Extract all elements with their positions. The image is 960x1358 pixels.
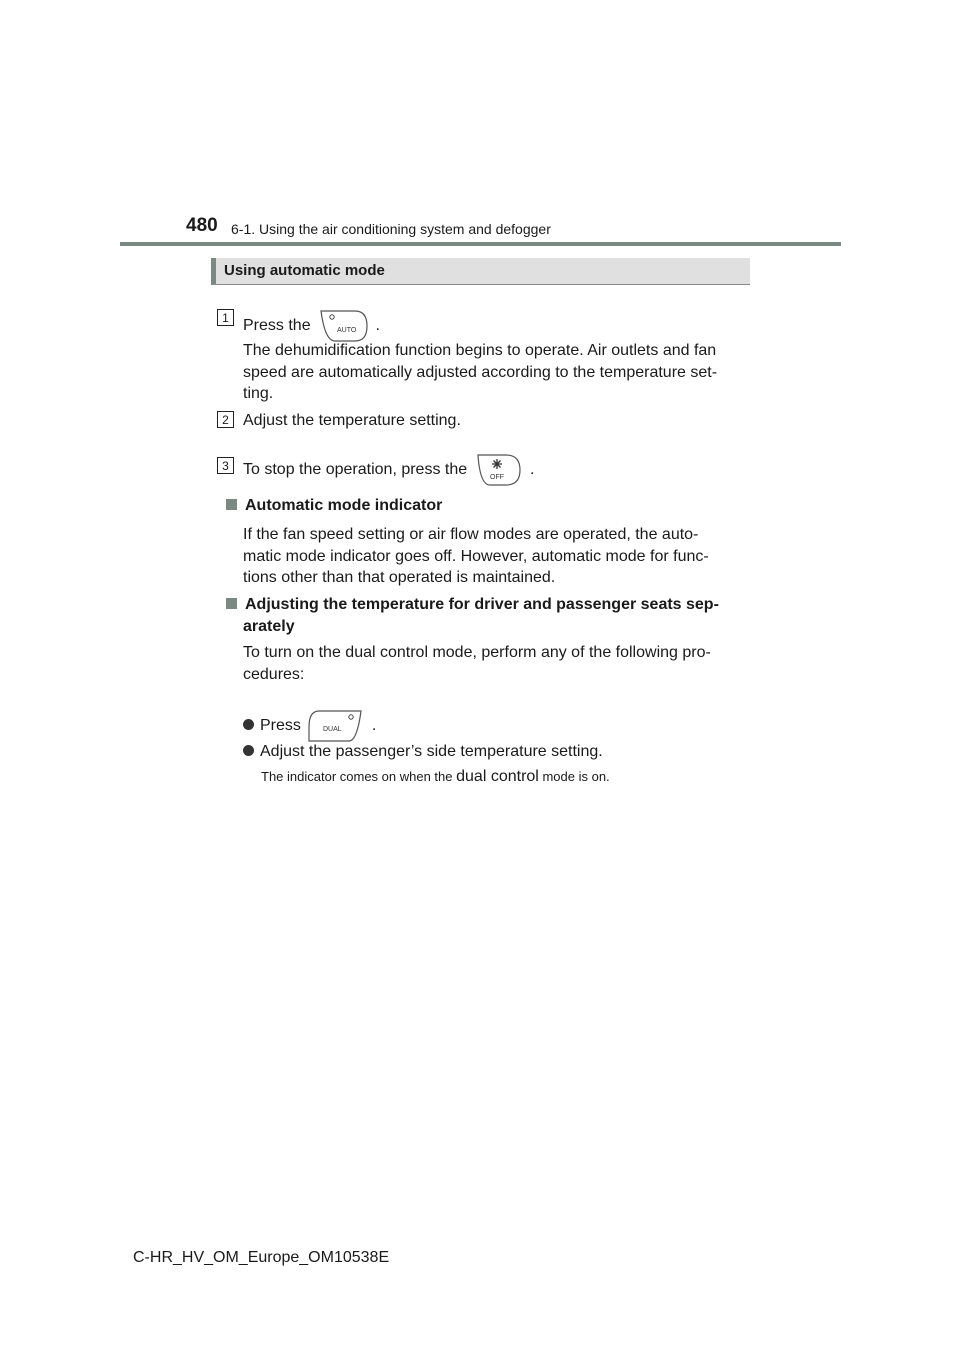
footer-doc-id: C-HR_HV_OM_Europe_OM10538E <box>133 1249 390 1266</box>
dual-intro-line-2: cedures: <box>243 665 305 683</box>
svg-text:DUAL: DUAL <box>323 726 343 733</box>
note-emphasis: dual control <box>456 768 539 785</box>
step-3-text <box>243 451 535 489</box>
note-prefix: The indicator comes on when the <box>261 769 453 784</box>
step-1-detail-line-3: ting. <box>243 385 274 402</box>
step-1-prefix: Press the <box>243 317 311 335</box>
square-bullet-icon <box>226 598 237 609</box>
chapter-title: 6-1. Using the air conditioning system and defogger <box>231 221 551 237</box>
step-3-suffix: . <box>530 461 535 479</box>
auto-indicator-line-1: If the fan speed setting or air flow modes are operated, the auto- <box>243 526 699 543</box>
dual-intro <box>243 642 745 685</box>
page-number: 480 <box>186 215 218 236</box>
auto-button-icon <box>315 308 371 344</box>
svg-text:AUTO: AUTO <box>337 327 357 334</box>
bullet-dot-icon <box>243 719 254 730</box>
section-title: Using automatic mode <box>224 262 385 279</box>
auto-indicator-title: Automatic mode indicator <box>245 497 443 514</box>
section-accent <box>211 258 216 284</box>
auto-indicator-heading <box>226 495 442 516</box>
step-2-text: Adjust the temperature setting. <box>243 412 461 429</box>
step-1-detail <box>243 340 745 405</box>
auto-indicator-line-3: tions other than that operated is maintained. <box>243 569 556 586</box>
dual-heading <box>226 594 746 637</box>
step-number-2: 2 <box>217 411 234 428</box>
dual-bullet-2 <box>243 741 603 762</box>
step-1-detail-line-2: speed are automatically adjusted according to the temperature set- <box>243 363 718 381</box>
dual-title-line-1: Adjusting the temperature for driver and passenger seats sep- <box>245 596 719 613</box>
dual-bullet-1-prefix: Press <box>260 717 301 735</box>
dual-note <box>261 768 610 786</box>
step-number-3: 3 <box>217 457 234 474</box>
step-1-detail-line-1: The dehumidification function begins to operate. Air outlets and fan <box>243 342 717 359</box>
bullet-dot-icon <box>243 745 254 756</box>
dual-bullet-2-text: Adjust the passenger’s side temperature setting. <box>260 743 603 760</box>
step-1-text <box>243 308 380 344</box>
step-1-suffix: . <box>375 317 380 335</box>
off-button-icon <box>472 451 526 489</box>
note-suffix: mode is on. <box>542 769 610 784</box>
auto-indicator-body <box>243 524 745 589</box>
square-bullet-icon <box>226 499 237 510</box>
dual-title-line-2: arately <box>243 618 295 635</box>
dual-bullet-1 <box>243 707 376 745</box>
auto-indicator-line-2: matic mode indicator goes off. However, automatic mode for func- <box>243 547 709 565</box>
dual-bullet-1-suffix: . <box>371 717 377 735</box>
dual-intro-line-1: To turn on the dual control mode, perform any of the following pro- <box>243 644 711 661</box>
svg-text:OFF: OFF <box>489 474 504 481</box>
step-3-prefix: To stop the operation, press the <box>243 461 468 479</box>
header-rule <box>120 242 841 246</box>
step-number-1: 1 <box>217 309 234 326</box>
section-heading <box>211 258 750 285</box>
dual-button-icon <box>305 707 367 745</box>
